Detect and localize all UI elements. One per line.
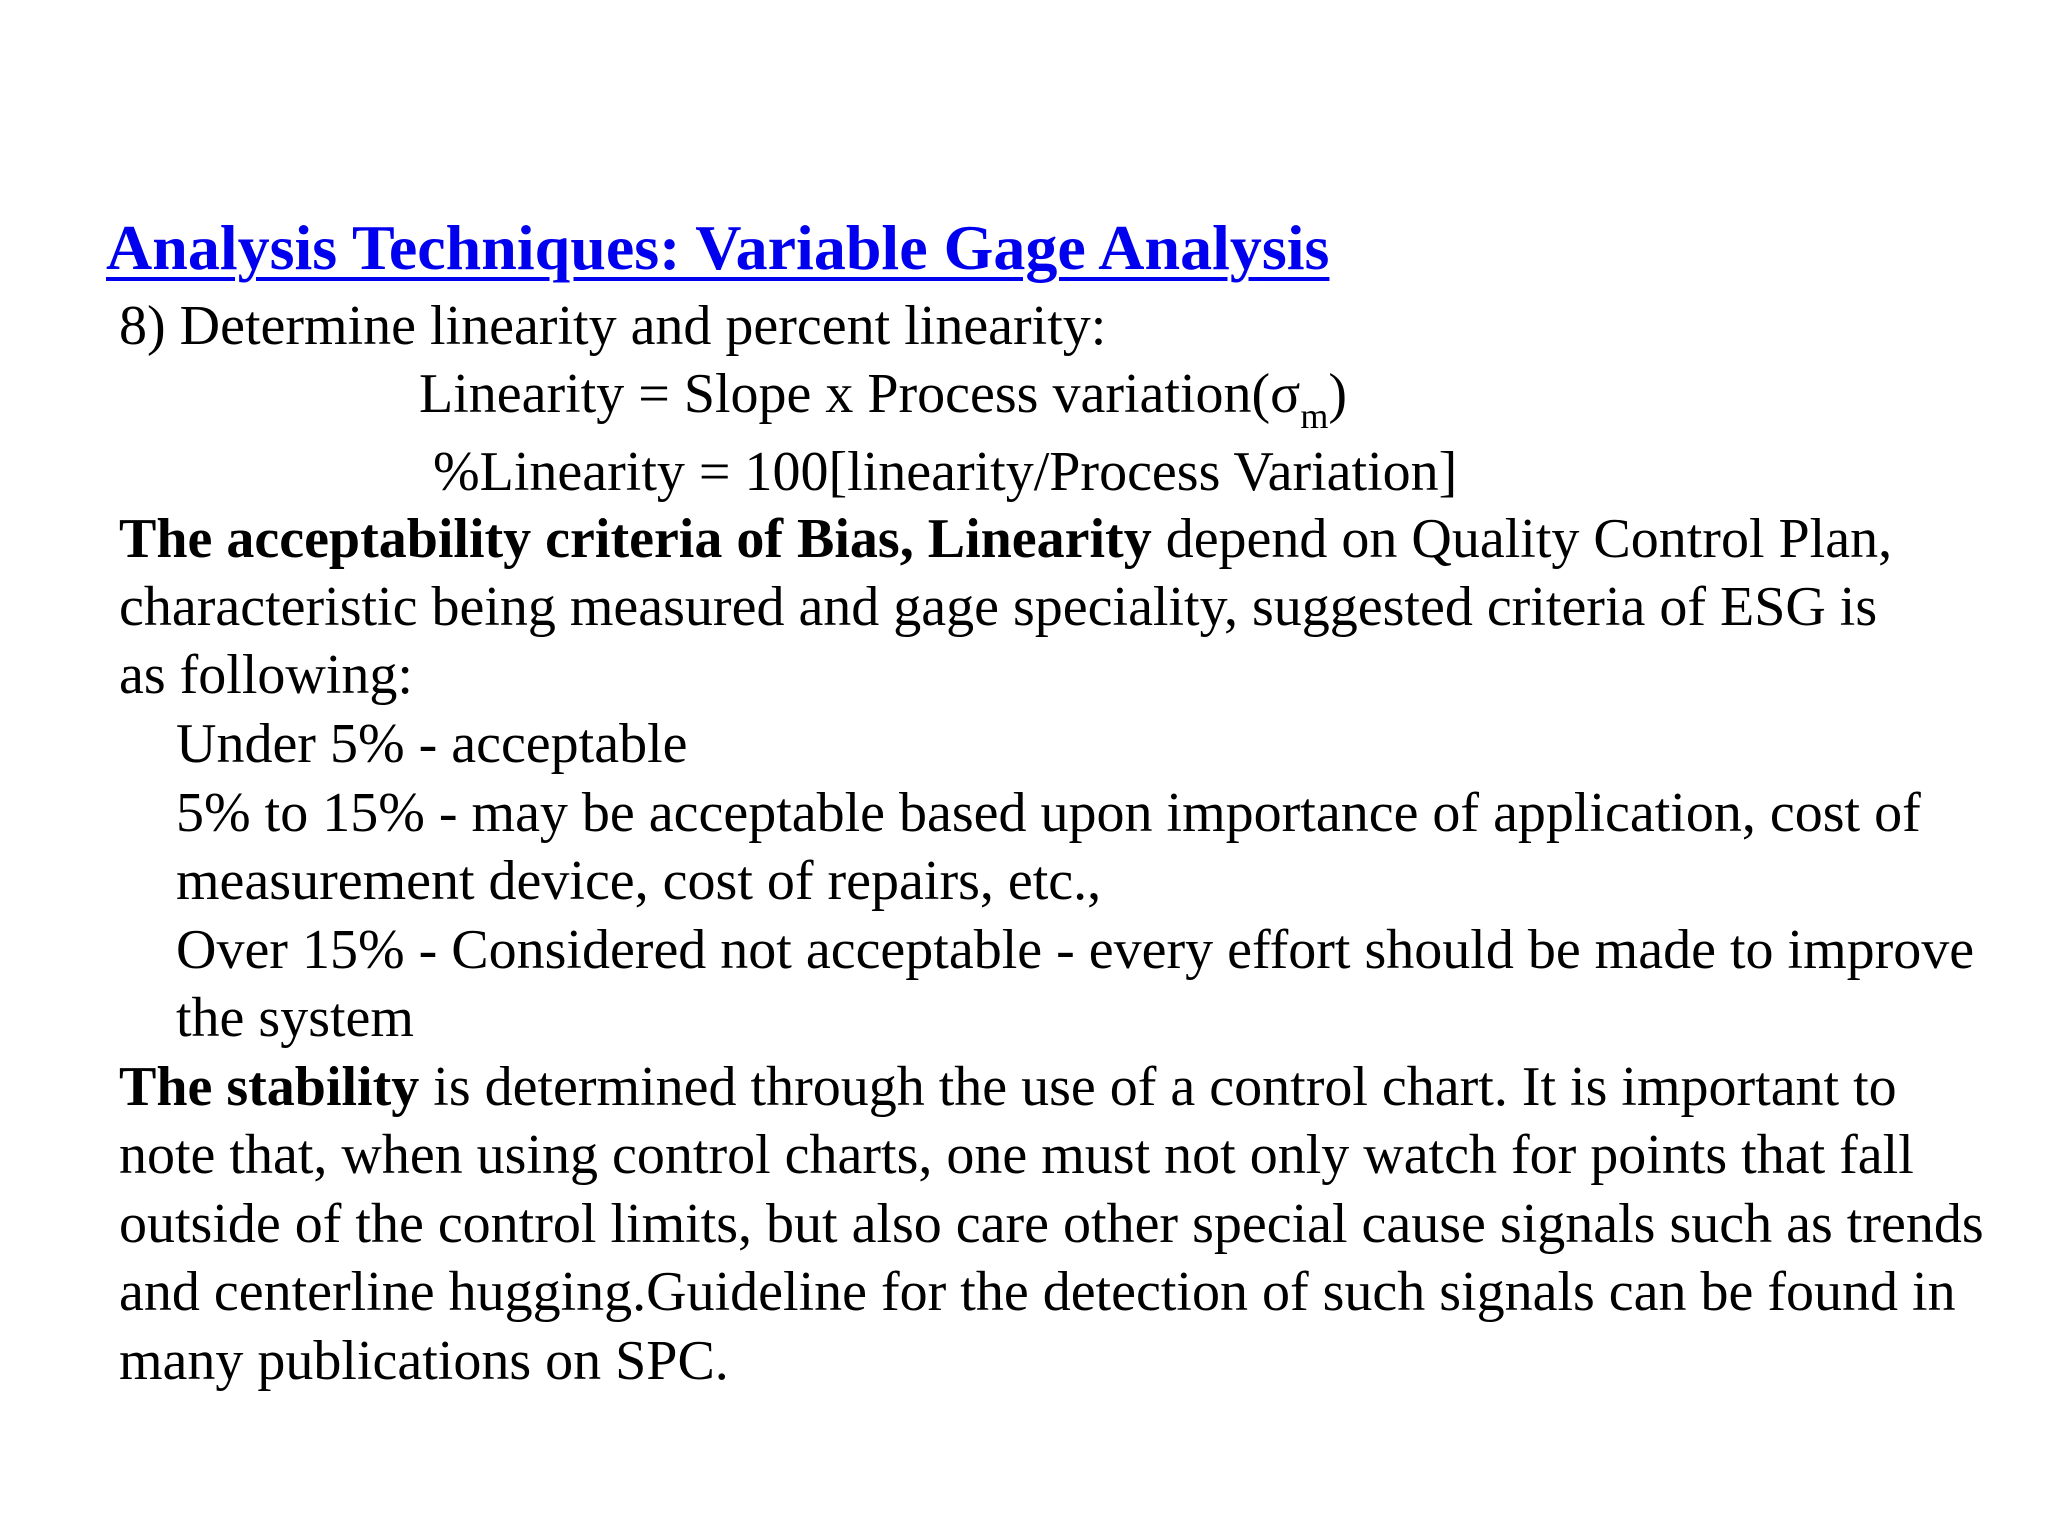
level-under-5: Under 5% - acceptable [176,713,688,775]
sigma-symbol: σ [1270,363,1301,425]
stability-line-4: and centerline hugging.Guideline for the detection of such signals can be found in [119,1261,1956,1323]
linearity-formula-lhs: Linearity = Slope x Process variation( [419,363,1271,425]
level-over-15-line-2: the system [176,987,414,1049]
criteria-line-1 [119,505,1892,573]
slide-title: Analysis Techniques: Variable Gage Analysis [106,212,1330,283]
criteria-line-2: characteristic being measured and gage speciality, suggested criteria of ESG is [119,576,1878,638]
stability-line-3: outside of the control limits, but also care other special cause signals such as trends [119,1193,1984,1255]
criteria-bold-text: The acceptability criteria of Bias, Linearity [119,508,1152,570]
stability-line-1-rest: is determined through the use of a control chart. It is important to [419,1056,1897,1118]
stability-line-1 [119,1053,1897,1121]
level-5-to-15-line-1: 5% to 15% - may be acceptable based upon importance of application, cost of [176,782,1921,844]
percent-linearity-formula: %Linearity = 100[linearity/Process Variation] [433,441,1458,503]
stability-line-2: note that, when using control charts, one must not only watch for points that fall [119,1124,1914,1186]
linearity-formula [419,360,1347,434]
stability-line-5: many publications on SPC. [119,1330,729,1392]
sigma-subscript: m [1300,396,1329,436]
linearity-formula-close: ) [1328,363,1348,425]
criteria-line-1-rest: depend on Quality Control Plan, [1151,508,1893,570]
level-over-15-line-1: Over 15% - Considered not acceptable - every effort should be made to improve [176,919,1975,981]
step-heading: 8) Determine linearity and percent linearity: [119,295,1107,357]
stability-bold-text: The stability [119,1056,420,1118]
criteria-line-3: as following: [119,644,413,706]
level-5-to-15-line-2: measurement device, cost of repairs, etc., [176,850,1102,912]
